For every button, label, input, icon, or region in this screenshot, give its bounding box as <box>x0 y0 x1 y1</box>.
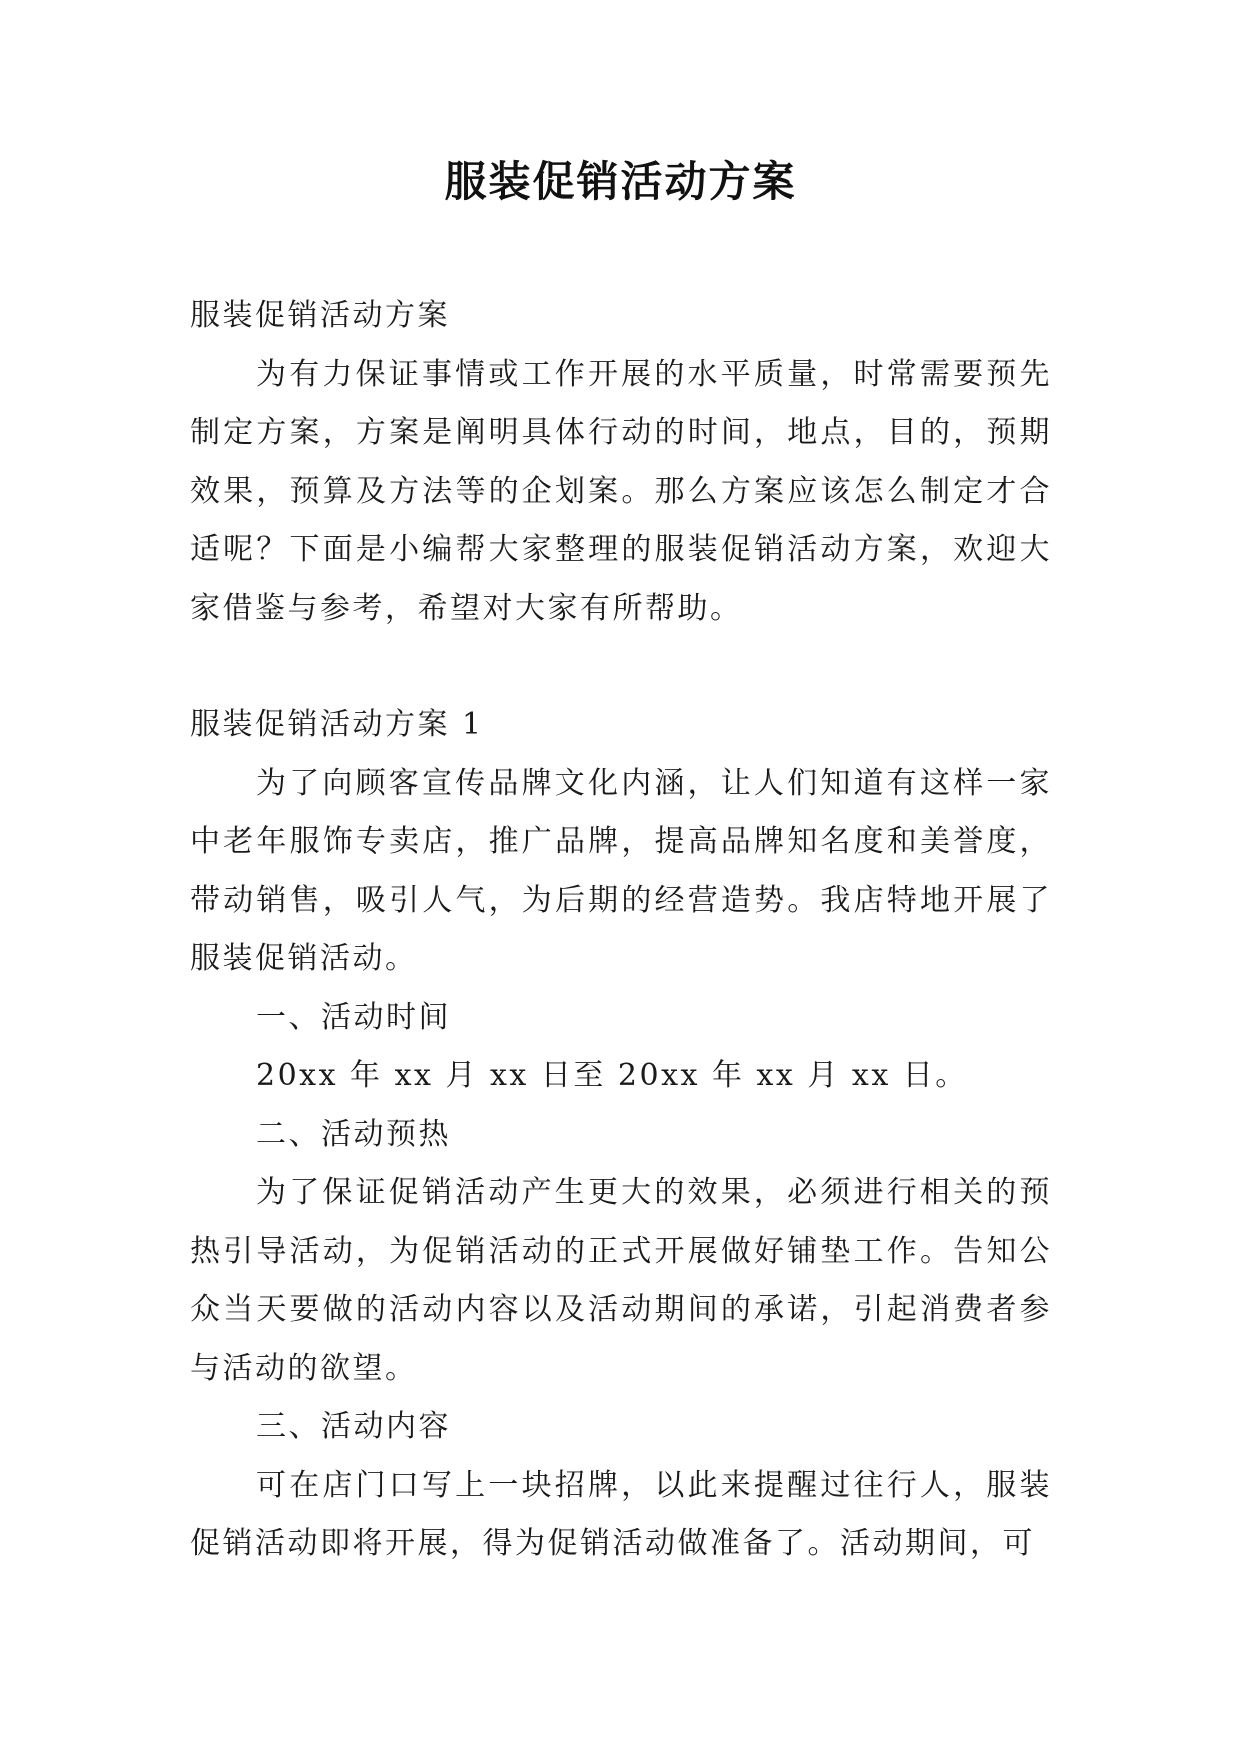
part-heading-preheat: 二、活动预热 <box>256 1116 451 1152</box>
section1-paragraph: 为了向顾客宣传品牌文化内涵，让人们知道有这样一家中老年服饰专卖店，推广品牌，提高品牌知名度和美誉度，带动销售，吸引人气，为后期的经营造势。我店特地开展了服装促销活动。 <box>190 765 1052 976</box>
part-heading-content: 三、活动内容 <box>256 1409 451 1444</box>
document-title: 服装促销活动方案 <box>444 157 797 206</box>
intro-heading: 服装促销活动方案 <box>190 298 450 333</box>
intro-paragraph: 为有力保证事情或工作开展的水平质量，时常需要预先制定方案，方案是阐明具体行动的时间，地点，目的，预期效果，预算及方法等的企划案。那么方案应该怎么制定才合适呢？下面是小编帮大家整理的服装促销活动方案，欢迎大家借鉴与参考，希望对大家有所帮助。 <box>190 356 1052 626</box>
part-text-preheat: 为了保证促销活动产生更大的效果，必须进行相关的预热引导活动，为促销活动的正式开展做好铺垫工作。告知公众当天要做的活动内容以及活动期间的承诺，引起消费者参与活动的欲望。 <box>190 1175 1052 1386</box>
part-heading-time: 一、活动时间 <box>256 999 451 1035</box>
document-body <box>190 287 1052 1574</box>
part-text-time: 20xx 年 xx 月 xx 日至 20xx 年 xx 月 xx 日。 <box>256 1058 968 1093</box>
section-spacer <box>190 638 1052 696</box>
section-heading-1: 服装促销活动方案 1 <box>190 707 484 742</box>
part-text-content: 可在店门口写上一块招牌，以此来提醒过往行人，服装促销活动即将开展，得为促销活动做准备了。活动期间，可 <box>190 1467 1052 1561</box>
